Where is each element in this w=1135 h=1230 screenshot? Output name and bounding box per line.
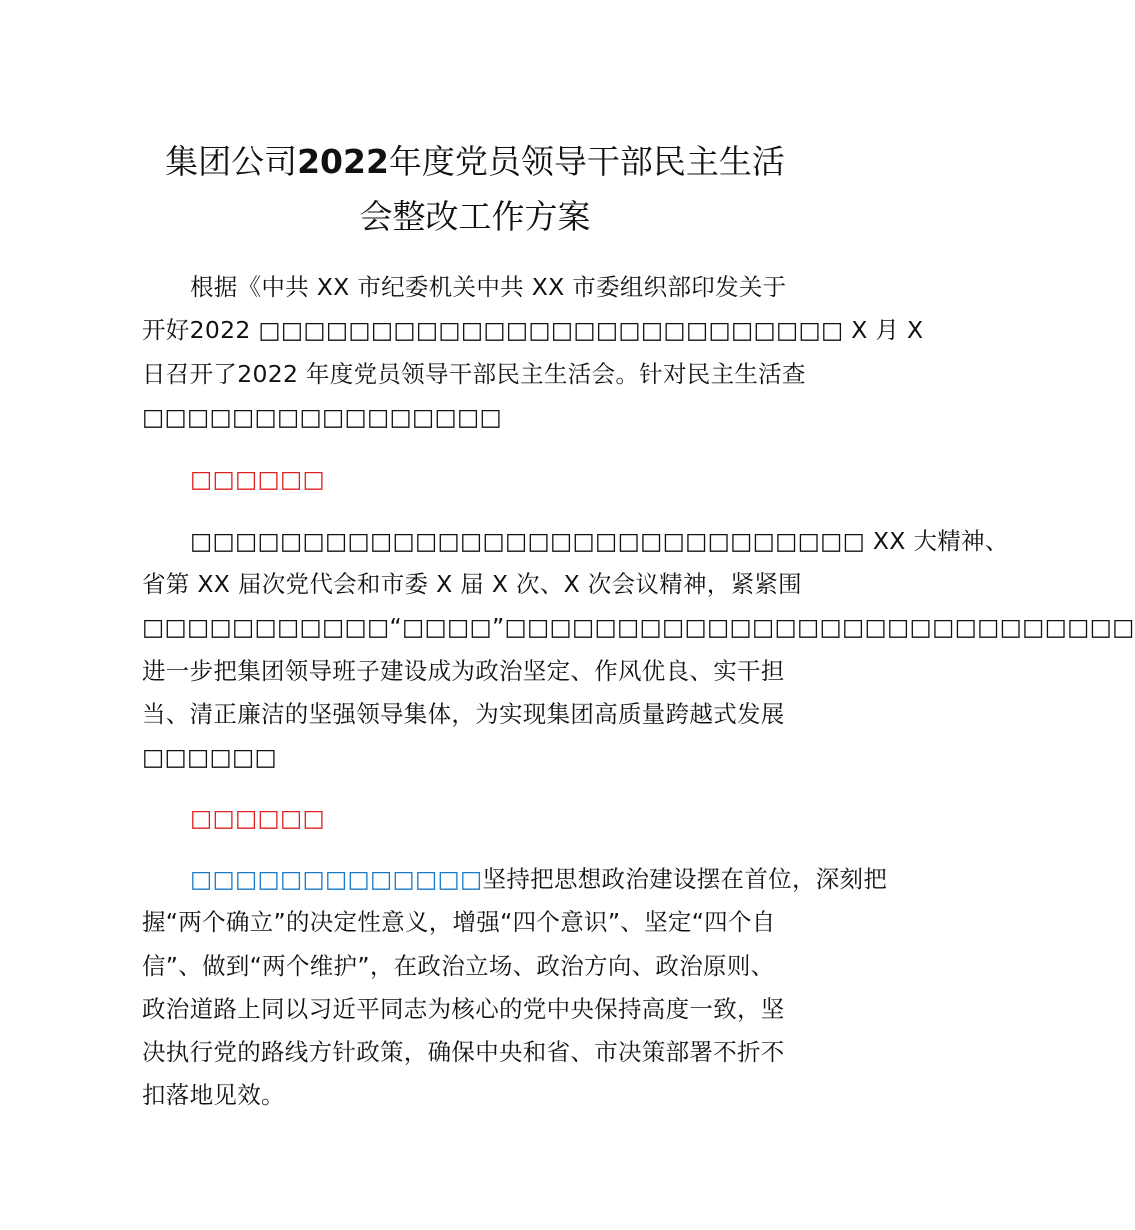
intro-line-3: 日召开了2022 年度党员领导干部民主生活会。针对民主生活查 <box>142 360 806 388</box>
intro-line-4: □□□□□□□□□□□□□□□□ <box>142 403 503 431</box>
section-1-line-1: □□□□□□□□□□□□□□□□□□□□□□□□□□□□□□ XX 大精神、 <box>190 527 1009 555</box>
document-title-line-2: 会整改工作方案 <box>359 197 591 236</box>
section-1-line-4: 进一步把集团领导班子建设成为政治坚定、作风优良、实干担 <box>142 657 785 685</box>
section-2-item-1-label: □□□□□□□□□□□□□ <box>190 865 483 893</box>
title-year: 2022 <box>297 142 389 181</box>
section-2-line-2: 握“两个确立”的决定性意义，增强“四个意识”、坚定“四个自 <box>142 908 776 936</box>
section-1-heading: □□□□□□ <box>190 465 326 493</box>
section-2-line-5: 决执行党的路线方针政策，确保中央和省、市决策部署不折不 <box>142 1038 785 1066</box>
section-2-line-6: 扣落地见效。 <box>142 1081 285 1109</box>
intro-line-2: 开好2022 □□□□□□□□□□□□□□□□□□□□□□□□□□ X 月 X <box>142 316 924 344</box>
section-1-line-3: □□□□□□□□□□□“□□□□”□□□□□□□□□□□□□□□□□□□□□□□□□□□□ <box>142 613 1135 641</box>
section-1-line-6: □□□□□□ <box>142 743 278 771</box>
title-suffix: 年度党员领导干部民主生活 <box>388 142 785 181</box>
section-2-line-1-text: 坚持把思想政治建设摆在首位，深刻把 <box>482 865 888 893</box>
section-1-line-2: 省第 XX 届次党代会和市委 X 届 X 次、X 次会议精神，紧紧围 <box>142 570 802 598</box>
section-2-line-3: 信”、做到“两个维护”，在政治立场、政治方向、政治原则、 <box>142 952 775 980</box>
section-2-heading: □□□□□□ <box>190 804 326 832</box>
document-title-line-1 <box>130 138 820 186</box>
title-prefix: 集团公司 <box>165 142 298 181</box>
section-2-line-4: 政治道路上同以习近平同志为核心的党中央保持高度一致，坚 <box>142 995 785 1023</box>
section-2-line-1 <box>190 862 888 896</box>
intro-line-1: 根据《中共 XX 市纪委机关中共 XX 市委组织部印发关于 <box>190 273 787 301</box>
section-1-line-5: 当、清正廉洁的坚强领导集体，为实现集团高质量跨越式发展 <box>142 700 785 728</box>
